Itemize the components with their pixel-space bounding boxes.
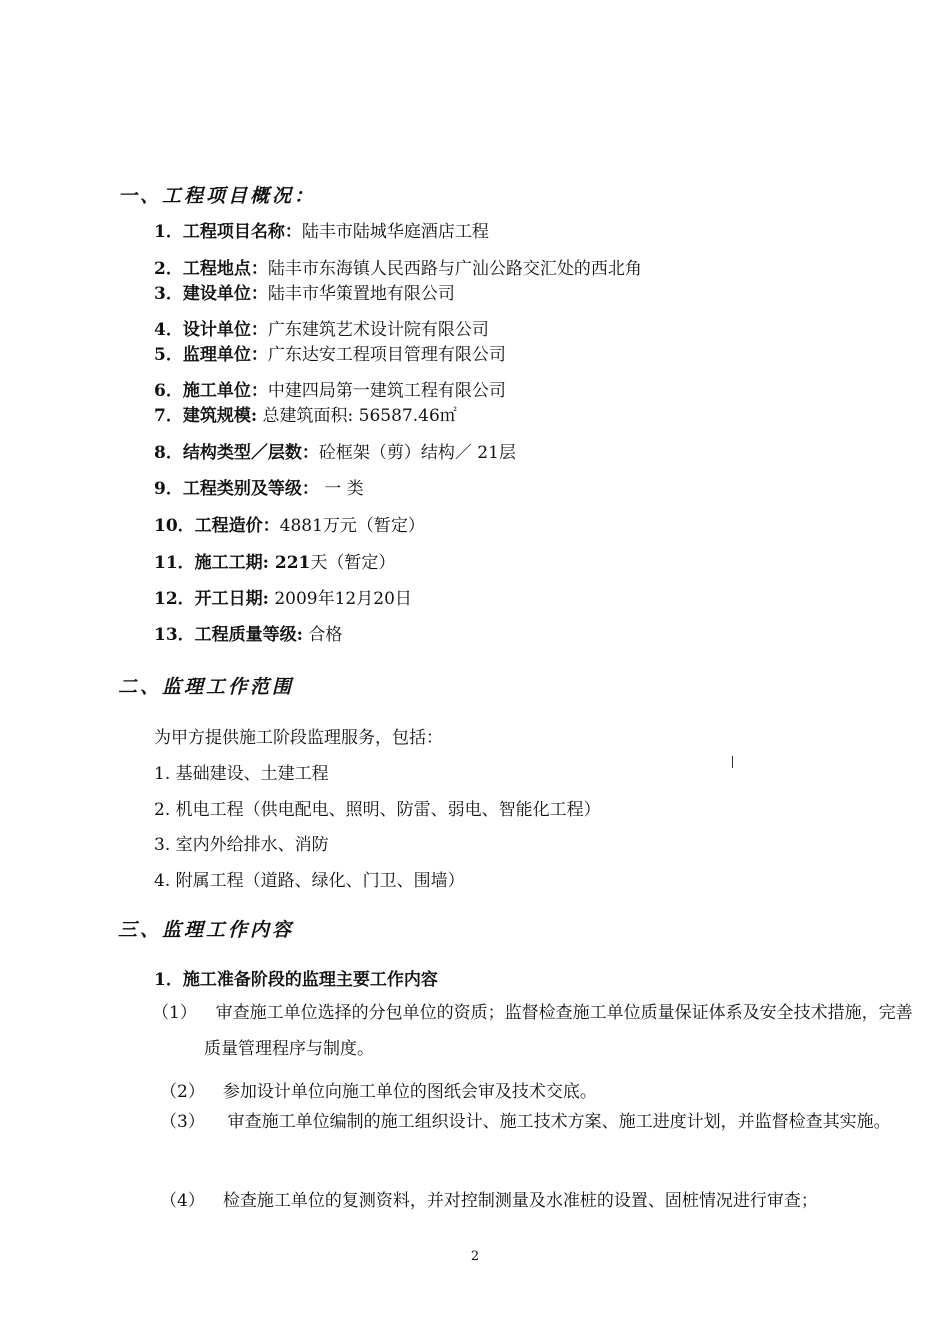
- list-item: 8．结构类型／层数：砼框架（剪）结构／ 21层: [154, 443, 516, 463]
- list-item: 12．开工日期: 2009年12月20日: [154, 589, 412, 609]
- list-item: 9．工程类别及等级： 一 类: [154, 479, 364, 499]
- list-item: 13．工程质量等级: 合格: [154, 625, 343, 645]
- list-item: 4．设计单位：广东建筑艺术设计院有限公司: [154, 320, 489, 340]
- list-item: 3. 室内外给排水、消防: [154, 835, 329, 855]
- list-item: （2） 参加设计单位向施工单位的图纸会审及技术交底。: [160, 1082, 597, 1102]
- list-item: 4. 附属工程（道路、绿化、门卫、围墙）: [154, 871, 465, 891]
- section2-intro: 为甲方提供施工阶段监理服务，包括：: [154, 728, 443, 748]
- list-item: 5．监理单位：广东达安工程项目管理有限公司: [154, 345, 506, 365]
- list-item: （4） 检查施工单位的复测资料，并对控制测量及水准桩的设置、固桩情况进行审查；: [160, 1191, 818, 1211]
- list-item: 2．工程地点：陆丰市东海镇人民西路与广汕公路交汇处的西北角: [154, 259, 642, 279]
- list-item: 6．施工单位：中建四局第一建筑工程有限公司: [154, 381, 506, 401]
- list-item: （1） 审查施工单位选择的分包单位的资质；监督检查施工单位质量保证体系及安全技术措施，完善质量管理程序与制度。: [152, 1003, 913, 1059]
- list-item: 7．建筑规模: 总建筑面积: 56587.46㎡: [154, 406, 457, 426]
- section1-heading: 一、工程项目概况：: [118, 185, 317, 207]
- list-item: 1. 基础建设、土建工程: [154, 764, 329, 784]
- list-item: （3） 审查施工单位编制的施工组织设计、施工技术方案、施工进度计划，并监督检查其实施。: [160, 1112, 891, 1132]
- list-item: 2. 机电工程（供电配电、照明、防雷、弱电、智能化工程）: [154, 800, 601, 820]
- list-item: 3．建设单位：陆丰市华策置地有限公司: [154, 284, 455, 304]
- section2-heading: 二、监理工作范围: [118, 676, 295, 698]
- page-number: 2: [470, 1249, 480, 1264]
- text-cursor: [732, 756, 733, 768]
- list-item: 10．工程造价：4881万元（暂定）: [154, 516, 425, 536]
- list-item: 1．工程项目名称：陆丰市陆城华庭酒店工程: [154, 222, 489, 242]
- section3-heading: 三、监理工作内容: [118, 919, 295, 941]
- list-item: 11．施工工期: 221天（暂定）: [154, 553, 396, 573]
- section3-subheading: 1．施工准备阶段的监理主要工作内容: [154, 970, 438, 990]
